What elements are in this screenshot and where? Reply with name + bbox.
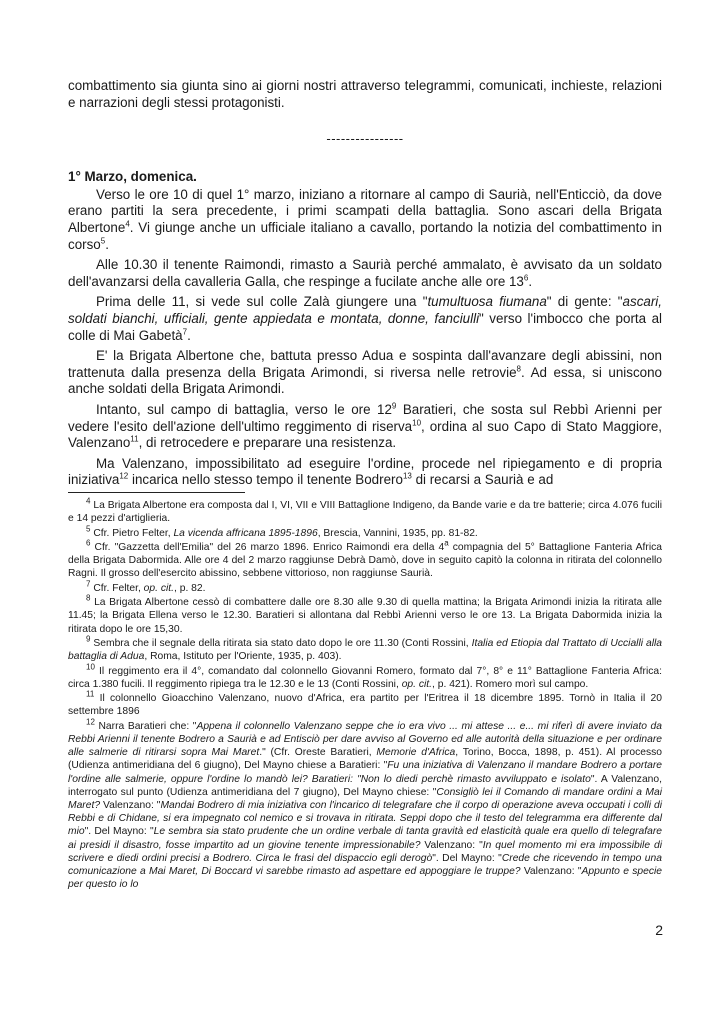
footnote-ref[interactable]: 6 [523,273,529,283]
footnote-ref[interactable]: 11 [130,434,139,444]
footnote-6: $^6$ Cfr. "Gazzetta dell'Emilia" del 26 marzo 1896. Enrico Raimondi era della 4$^a$ compagnia del 5° Battaglione Fanteria Africa della Brigata Dabormida. Alle ore 4 del 2 marzo raggiunse Debrà Damò, dove in seguito capitò la colonna in ritirata del colonnello Ragni. Il grosso dell'esercito abissino, sebbene vittorioso, non raggiunse Saurià. [68,538,662,580]
body-paragraph-2: Alle 10.30 il tenente Raimondi, rimasto a Saurià perché ammalato, è avvisato da un soldato dell'avanzarsi della cavalleria Galla, che respinge a fucilate anche alle ore $13^6$. [68,257,662,289]
footnote-ref[interactable]: 8 [516,364,521,374]
footnote-9: $^9$ Sembra che il segnale della ritirata sia stato dato dopo le ore 11.30 (Conti Rossini, Italia ed Etiopia dal Trattato di Uccialli alla battaglia di Adua, Roma, Istituto per l'Oriente, 1935, p. 403). [68,634,662,663]
body-paragraph-6: Ma Valenzano, impossibilitato ad eseguire l'ordine, procede nel ripiegamento e di propria iniziativa$^{12}$ incarica nello stesso tempo il tenente Bodrero$^{13}$ di recarsi a Saurià e ad [68,455,662,488]
body-paragraph-3: Prima delle 11, si vede sul colle Zalà giungere una "tumultuosa fiumana" di gente: "ascari, soldati bianchi, ufficiali, gente appiedata e montata, donne, fanciulli" verso l'imbocco che porta al colle di Mai Gabetà$^7$. [68,294,662,343]
body-paragraph-1: Verso le ore 10 di quel 1° marzo, iniziano a ritornare al campo di Saurià, nell'Enticciò, da dove erano partiti la sera precedente, i primi scampati della battaglia. Sono ascari della Brigata Albertone$^4$. Vi giunge anche un ufficiale italiano a cavallo, portando la notizia del combattimento in corso$^5$. [68,186,662,252]
footnote-5: $^5$ Cfr. Pietro Felter, La vicenda affricana 1895-1896, Brescia, Vannini, 1935, pp. 81-82. [86,524,478,539]
footnote-4: $^4$ La Brigata Albertone era composta dal I, VI, VII e VIII Battaglione Indigeno, da Bande varie e da tre batterie; circa 4.076 fucili e 14 pezzi d'artiglieria. [68,496,662,525]
footnote-11: $^{11}$ Il colonnello Gioacchino Valenzano, nuovo d'Africa, era partito per l'Eritrea il 18 dicembre 1895. Tornò in Italia il 20 settembre 1896 [68,689,662,718]
footnote-ref[interactable]: 4 [125,219,130,229]
footnote-ref[interactable]: 13 [402,471,412,481]
quoted-phrase: tumultuosa fiumana [427,294,547,310]
footnote-ref[interactable]: 7 [182,327,188,337]
footnote-divider [68,492,245,493]
page-body [68,78,662,489]
footnote-ref[interactable]: 9 [391,401,397,411]
section-separator: ---------------- [326,131,404,147]
quoted-phrase: ascari, soldati bianchi, ufficiali, gente appiedata e montata, donne, fanciulli [68,294,662,326]
body-paragraph-4: E' la Brigata Albertone che, battuta presso Adua e sospinta dall'avanzare degli abissini, non trattenuta dalla presenza della Brigata Arimondi, si riversa nelle retrovie$^8$. Ad essa, si uniscono anche soldati della Brigata Arimondi. [68,348,662,397]
section-heading: 1° Marzo, domenica. [68,169,197,185]
body-paragraph-5: Intanto, sul campo di battaglia, verso le ore $12^9$ Baratieri, che sosta sul Rebbì Arienni per vedere l'esito dell'azione dell'ultimo reggimento di riserva$^{10}$, ordina al suo Capo di Stato Maggiore, Valenzano$^{11}$, di retrocedere e preparare una resistenza. [68,401,663,451]
footnote-12: $^{12}$ Narra Baratieri che: "Appena il colonnello Valenzano seppe che io era vivo ... mi attese ... e... mi riferì di avere inviato da Rebbi Arienni il tenente Bodrero a Saurià e ad Entisciò per dare avviso al Governo ed alle autorità della situazione e per ordinare alle salmerie di ritirarsi sopra Mai Maret." (Cfr. Oreste Baratieri, Memorie d'Africa, Torino, Bocca, 1898, p. 451). Al processo (Udienza antimeridiana del 6 giugno), Del Mayno chiese a Baratieri: "Fu una iniziativa di Valenzano il mandare Bodrero a portare l'ordine alle salmerie, oppure l'ordine lo mandò lei? Baratieri: "Non lo diedi perchè rimasto avviluppato e isolato". A Valenzano, interrogato sul punto (Udienza antimeridiana del 7 giugno), Del Mayno chiese: "Consigliò lei il Comando di mandare ordini a Mai Maret? Valenzano: "Mandai Bodrero di mia iniziativa con l'incarico di telegrafare che il corpo di operazione aveva occupati i colli di Rebbi e di Chidane, si era impegnato col nemico e si trovava in ritirata. Seppi dopo che il testo del telegramma era differente dal mio". Del Mayno: "Le sembra sia stato prudente che un ordine verbale di tanta gravità ed elasticità quale era quello di telegrafare ai presidi il disastro, fosse impartito ad un giovine tenente impressionabile? Valenzano: "In quel momento mi era impossibile di scrivere e diedi ordini precisi a Bodrero. Circa le frasi del dispaccio egli derogò". Del Mayno: "Crede che ricevendo in tempo una comunicazione a Mai Maret, Di Boccard vi sarebbe rimasto ad aspettare ed appoggiare le truppe? Valenzano: "Appunto e specie per questo io lo [68,717,663,891]
page-number: 2 [655,922,663,938]
footnote-8: $^8$ La Brigata Albertone cessò di combattere dalle ore 8.30 alle 9.30 di quella mattina; la Brigata Arimondi inizia la ritirata alle 11.45; la Brigata Ellena verso le 12.30. Baratieri si allontana dal Rebbì Arienni verso le ore 13. La Brigata Dabormida inizia la ritirata dopo le ore 15,30. [68,593,662,635]
footnotes [68,496,663,893]
footnote-7: $^7$ Cfr. Felter, op. cit., p. 82. [86,579,206,594]
intro-paragraph: combattimento sia giunta sino ai giorni nostri attraverso telegrammi, comunicati, inchieste, relazioni e narrazioni degli stessi protagonisti. [68,78,662,110]
footnote-ref[interactable]: 5 [100,236,106,246]
footnote-ref[interactable]: 12 [119,471,129,481]
footnote-ref[interactable]: 10 [412,418,422,428]
footnote-10: $^{10}$ Il reggimento era il 4°, comandato dal colonnello Giovanni Romero, formato dal 7°, 8° e 11° Battaglione Fanteria Africa: circa 1.380 fucili. Il reggimento ripiega tra le 12.30 e le 13 (Conti Rossini, op. cit., p. 421). Romero morì sul campo. [68,662,662,690]
